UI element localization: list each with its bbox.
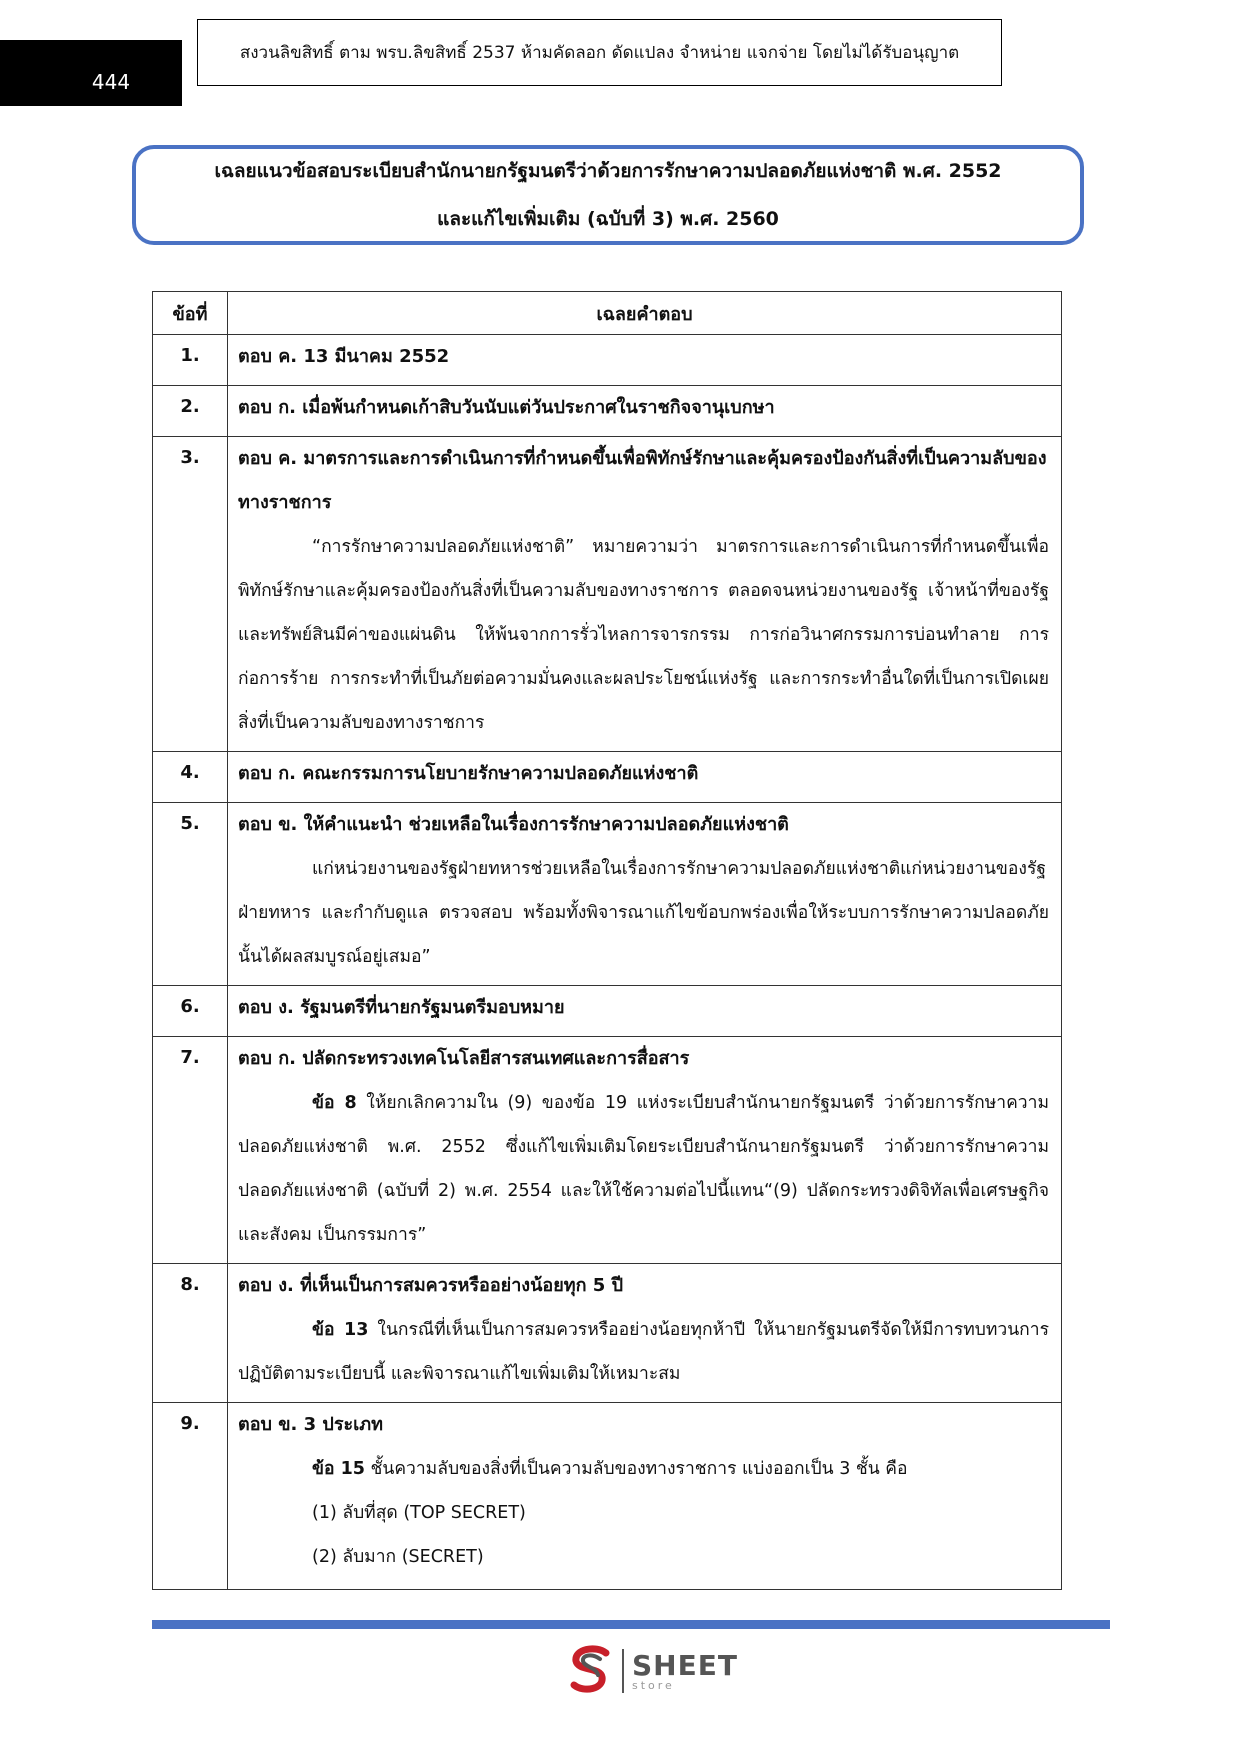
explanation-paragraph (238, 1081, 1049, 1257)
sheet-logo-icon (566, 1645, 614, 1697)
title-line-2: และแก้ไขเพิ่มเติม (ฉบับที่ 3) พ.ศ. 2560 (437, 208, 779, 230)
answer-text: ตอบ ก. คณะกรรมการนโยบายรักษาความปลอดภัยแห่งชาติ (238, 763, 699, 784)
header-no: ข้อที่ (153, 292, 228, 335)
answer-text: ตอบ ง. รัฐมนตรีที่นายกรัฐมนตรีมอบหมาย (238, 997, 565, 1018)
answer-text: ตอบ ค. มาตรการและการดำเนินการที่กำหนดขึ้นเพื่อพิทักษ์รักษาและคุ้มครองป้องกันสิ่งที่เป็นความลับของทางราชการ (238, 448, 1047, 513)
row-answer (228, 1264, 1062, 1403)
answer-text: ตอบ ค. 13 มีนาคม 2552 (238, 346, 450, 367)
answer-text: ตอบ ง. ที่เห็นเป็นการสมควรหรืออย่างน้อยทุก 5 ปี (238, 1275, 624, 1296)
table-row (153, 752, 1062, 803)
clause-text: ให้ยกเลิกความใน (9) ของข้อ 19 แห่งระเบียบสำนักนายกรัฐมนตรี ว่าด้วยการรักษาความปลอดภัยแห่งชาติ พ.ศ. 2552 ซึ่งแก้ไขเพิ่มเติมโดยระเบียบสำนักนายกรัฐมนตรี ว่าด้วยการรักษาความปลอดภัยแห่งชาติ (ฉบับที่ 2) พ.ศ. 2554 และให้ใช้ความต่อไปนี้แทน“(9) ปลัดกระทรวงดิจิทัลเพื่อเศรษฐกิจและสังคม เป็นกรรมการ” (238, 1093, 1049, 1245)
title-line-1: เฉลยแนวข้อสอบระเบียบสำนักนายกรัฐมนตรีว่าด้วยการรักษาความปลอดภัยแห่งชาติ พ.ศ. 2552 (214, 160, 1002, 182)
answer-table (152, 291, 1062, 1590)
row-answer (228, 986, 1062, 1037)
explanation-paragraph: “การรักษาความปลอดภัยแห่งชาติ” หมายความว่า มาตรการและการดำเนินการที่กำหนดขึ้นเพื่อพิทักษ์รักษาและคุ้มครองป้องกันสิ่งที่เป็นความลับของทางราชการ ตลอดจนหน่วยงานของรัฐ เจ้าหน้าที่ของรัฐ และทรัพย์สินมีค่าของแผ่นดิน ให้พ้นจากการรั่วไหลการจารกรรม การก่อวินาศกรรมการบ่อนทำลาย การก่อการร้าย การกระทำที่เป็นภัยต่อความมั่นคงและผลประโยชน์แห่งรัฐ และการกระทำอื่นใดที่เป็นการเปิดเผยสิ่งที่เป็นความลับของทางราชการ (238, 537, 1049, 733)
clause-ref: ข้อ 8 (312, 1093, 357, 1113)
explanation-paragraph: แก่หน่วยงานของรัฐฝ่ายทหารช่วยเหลือในเรื่องการรักษาความปลอดภัยแห่งชาติแก่หน่วยงานของรัฐฝ่ายทหาร และกำกับดูแล ตรวจสอบ พร้อมทั้งพิจารณาแก้ไขข้อบกพร่องเพื่อให้ระบบการรักษาความปลอดภัยนั้นได้ผลสมบูรณ์อยู่เสมอ” (238, 859, 1049, 967)
answer-text: ตอบ ก. เมื่อพ้นกำหนดเก้าสิบวันนับแต่วันประกาศในราชกิจจานุเบกษา (238, 397, 775, 418)
row-number: 2. (153, 386, 228, 437)
clause-ref: ข้อ 15 (312, 1459, 365, 1479)
logo-text: SHEET (632, 1648, 738, 1682)
row-answer (228, 335, 1062, 386)
clause-text: ชั้นความลับของสิ่งที่เป็นความลับของทางราชการ แบ่งออกเป็น 3 ชั้น คือ (364, 1459, 908, 1479)
table-row (153, 437, 1062, 752)
row-number: 9. (153, 1403, 228, 1590)
row-number: 7. (153, 1037, 228, 1264)
logo-separator (622, 1649, 624, 1693)
row-answer (228, 752, 1062, 803)
row-number: 1. (153, 335, 228, 386)
table-row (153, 803, 1062, 986)
sheet-store-logo (566, 1645, 738, 1697)
row-number: 8. (153, 1264, 228, 1403)
clause-ref: ข้อ 13 (312, 1320, 369, 1340)
table-row (153, 986, 1062, 1037)
row-answer (228, 803, 1062, 986)
explanation-paragraph (238, 1308, 1049, 1396)
document-title (132, 145, 1084, 245)
answer-text: ตอบ ข. 3 ประเภท (238, 1414, 384, 1435)
row-number: 3. (153, 437, 228, 752)
table-row (153, 1264, 1062, 1403)
table-row (153, 335, 1062, 386)
header-answer: เฉลยคำตอบ (228, 292, 1062, 335)
row-answer (228, 437, 1062, 752)
copyright-notice: สงวนลิขสิทธิ์ ตาม พรบ.ลิขสิทธิ์ 2537 ห้ามคัดลอก ดัดแปลง จำหน่าย แจกจ่าย โดยไม่ได้รับอนุญาต (197, 19, 1002, 86)
answer-text: ตอบ ข. ให้คำแนะนำ ช่วยเหลือในเรื่องการรักษาความปลอดภัยแห่งชาติ (238, 814, 789, 835)
row-number: 4. (153, 752, 228, 803)
clause-text: ในกรณีที่เห็นเป็นการสมควรหรืออย่างน้อยทุกห้าปี ให้นายกรัฐมนตรีจัดให้มีการทบทวนการปฏิบัติตามระเบียบนี้ และพิจารณาแก้ไขเพิ่มเติมให้เหมาะสม (238, 1320, 1050, 1384)
row-answer (228, 386, 1062, 437)
table-header-row (153, 292, 1062, 335)
explanation-paragraph (238, 1447, 1049, 1491)
page-number: 444 (0, 40, 182, 106)
table-row (153, 1403, 1062, 1590)
row-number: 5. (153, 803, 228, 986)
logo-subtext: store (632, 1678, 675, 1692)
table-row (153, 386, 1062, 437)
row-number: 6. (153, 986, 228, 1037)
table-row (153, 1037, 1062, 1264)
list-item: (2) ลับมาก (SECRET) (312, 1547, 484, 1567)
list-item: (1) ลับที่สุด (TOP SECRET) (312, 1503, 526, 1523)
footer-divider (152, 1620, 1110, 1629)
row-answer (228, 1403, 1062, 1590)
row-answer (228, 1037, 1062, 1264)
answer-text: ตอบ ก. ปลัดกระทรวงเทคโนโลยีสารสนเทศและการสื่อสาร (238, 1048, 690, 1069)
